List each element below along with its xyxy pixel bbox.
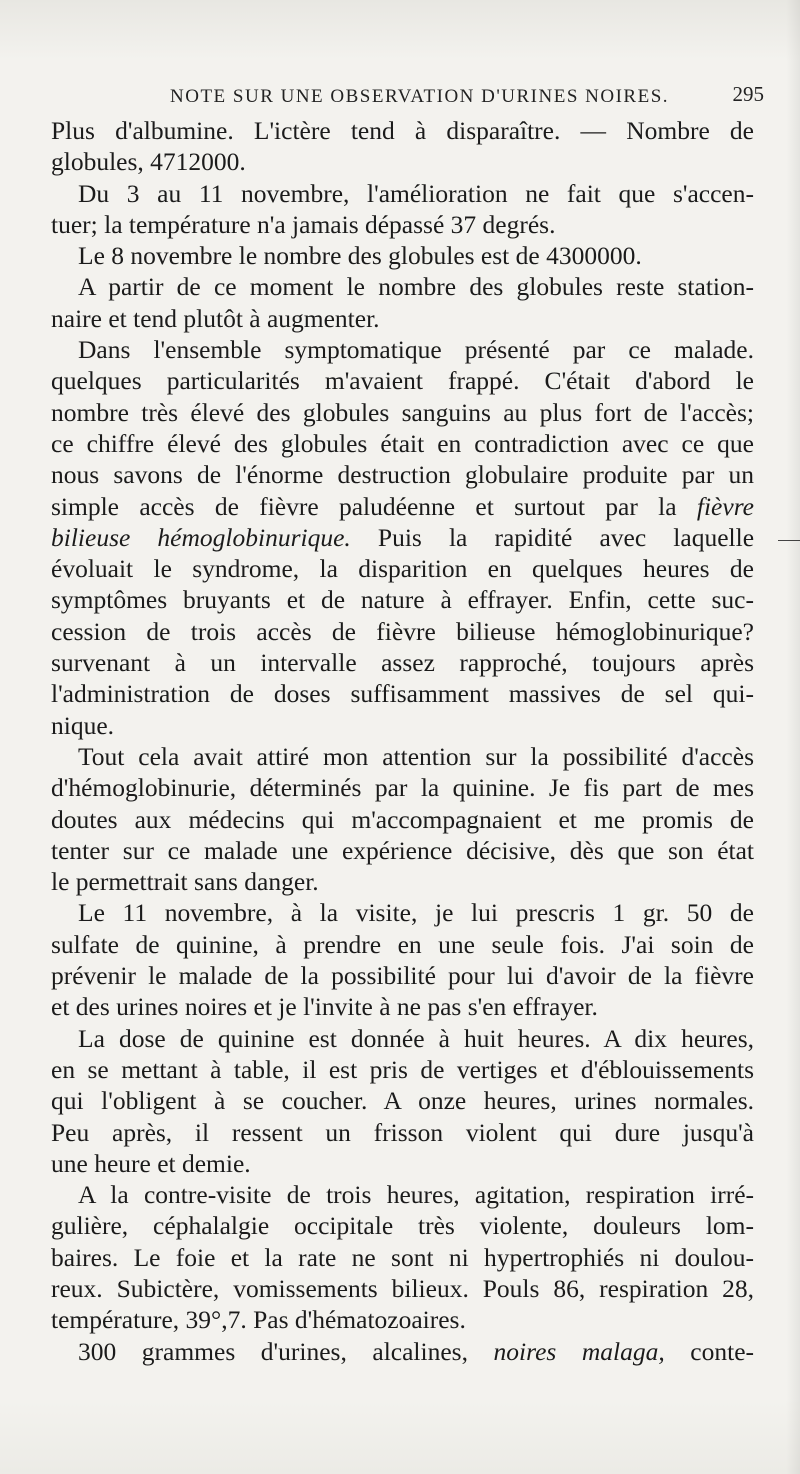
text-line: A la contre-visite de trois heures, agitation, respiration irré-: [78, 1180, 754, 1210]
text-line: évoluait le syndrome, la disparition en quelques heures de: [51, 554, 754, 584]
text-line: Plus d'albumine. L'ictère tend à disparaître. — Nombre de: [51, 116, 754, 145]
text-line: 300 grammes d'urines, alcalines, noires malaga, conte-: [78, 1336, 755, 1366]
text-line: Le 11 novembre, à la visite, je lui prescris 1 gr. 50 de: [78, 898, 754, 928]
text-line: nous savons de l'énorme destruction globulaire produite par un: [51, 460, 754, 490]
text-line: température, 39°,7. Pas d'hématozoaires.: [51, 1305, 466, 1335]
text-line: en se mettant à table, il est pris de vertiges et d'éblouissements: [51, 1054, 754, 1084]
text-line: nombre très élevé des globules sanguins au plus fort de l'accès;: [51, 397, 754, 427]
text-line: bilieuse hémoglobinurique. Puis la rapidité avec laquelle: [51, 522, 755, 552]
text-line: sulfate de quinine, à prendre en une seule fois. J'ai soin de: [51, 929, 754, 959]
text-line: d'hémoglobinurie, déterminés par la quinine. Je fis part de mes: [51, 773, 754, 803]
text-line: l'administration de doses suffisamment massives de sel qui-: [51, 679, 754, 709]
italic-phrase: noires malaga,: [493, 1336, 665, 1366]
running-title: NOTE SUR UNE OBSERVATION D'URINES NOIRES.: [170, 86, 670, 107]
text-line: simple accès de fièvre paludéenne et surtout par la fièvre: [51, 491, 754, 521]
text-line: A partir de ce moment le nombre des globules reste station-: [78, 272, 754, 302]
text-line: Du 3 au 11 novembre, l'amélioration ne fait que s'accen-: [78, 178, 754, 208]
text-line: tuer; la température n'a jamais dépassé 37 degrés.: [51, 209, 556, 239]
body-text: [51, 115, 754, 1367]
text-line: et des urines noires et je l'invite à ne pas s'en effrayer.: [51, 992, 598, 1022]
text-line: cession de trois accès de fièvre bilieuse hémoglobinurique?: [51, 616, 754, 646]
text-line: quelques particularités m'avaient frappé. C'était d'abord le: [51, 366, 754, 396]
text-line: prévenir le malade de la possibilité pour lui d'avoir de la fièvre: [51, 961, 754, 991]
text-line: doutes aux médecins qui m'accompagnaient et me promis de: [51, 804, 754, 834]
text-line: ce chiffre élevé des globules était en contradiction avec ce que: [51, 428, 754, 458]
italic-phrase: bilieuse hémoglobinurique.: [51, 522, 351, 552]
text-line: une heure et demie.: [51, 1148, 251, 1178]
text-line: nique.: [51, 710, 115, 740]
text-line: Tout cela avait attiré mon attention sur la possibilité d'accès: [78, 741, 754, 771]
italic-phrase: fièvre: [696, 491, 754, 521]
text-line: symptômes bruyants et de nature à effrayer. Enfin, cette suc-: [51, 585, 754, 615]
text-line: La dose de quinine est donnée à huit heures. A dix heures,: [78, 1023, 754, 1053]
text-line: qui l'obligent à se coucher. A onze heures, urines normales.: [51, 1086, 754, 1116]
text-line: survenant à un intervalle assez rapproché, toujours après: [51, 648, 754, 678]
page-number: 295: [732, 82, 764, 106]
text-line: Le 8 novembre le nombre des globules est de 4300000.: [78, 241, 642, 271]
text-line: Peu après, il ressent un frisson violent qui dure jusqu'à: [51, 1117, 754, 1147]
text-line: reux. Subictère, vomissements bilieux. Pouls 86, respiration 28,: [51, 1273, 754, 1303]
text-line: Dans l'ensemble symptomatique présenté par ce malade.: [78, 335, 754, 365]
text-line: gulière, céphalalgie occipitale très violente, douleurs lom-: [51, 1211, 754, 1241]
text-line: globules, 4712000.: [51, 147, 246, 177]
text-line: le permettrait sans danger.: [51, 867, 319, 897]
text-line: naire et tend plutôt à augmenter.: [51, 303, 380, 333]
page-header: [0, 80, 800, 110]
text-line: tenter sur ce malade une expérience décisive, dès que son état: [51, 835, 754, 865]
text-line: baires. Le foie et la rate ne sont ni hypertrophiés ni doulou-: [51, 1242, 754, 1272]
page-edge-shadow: [786, 0, 800, 1474]
